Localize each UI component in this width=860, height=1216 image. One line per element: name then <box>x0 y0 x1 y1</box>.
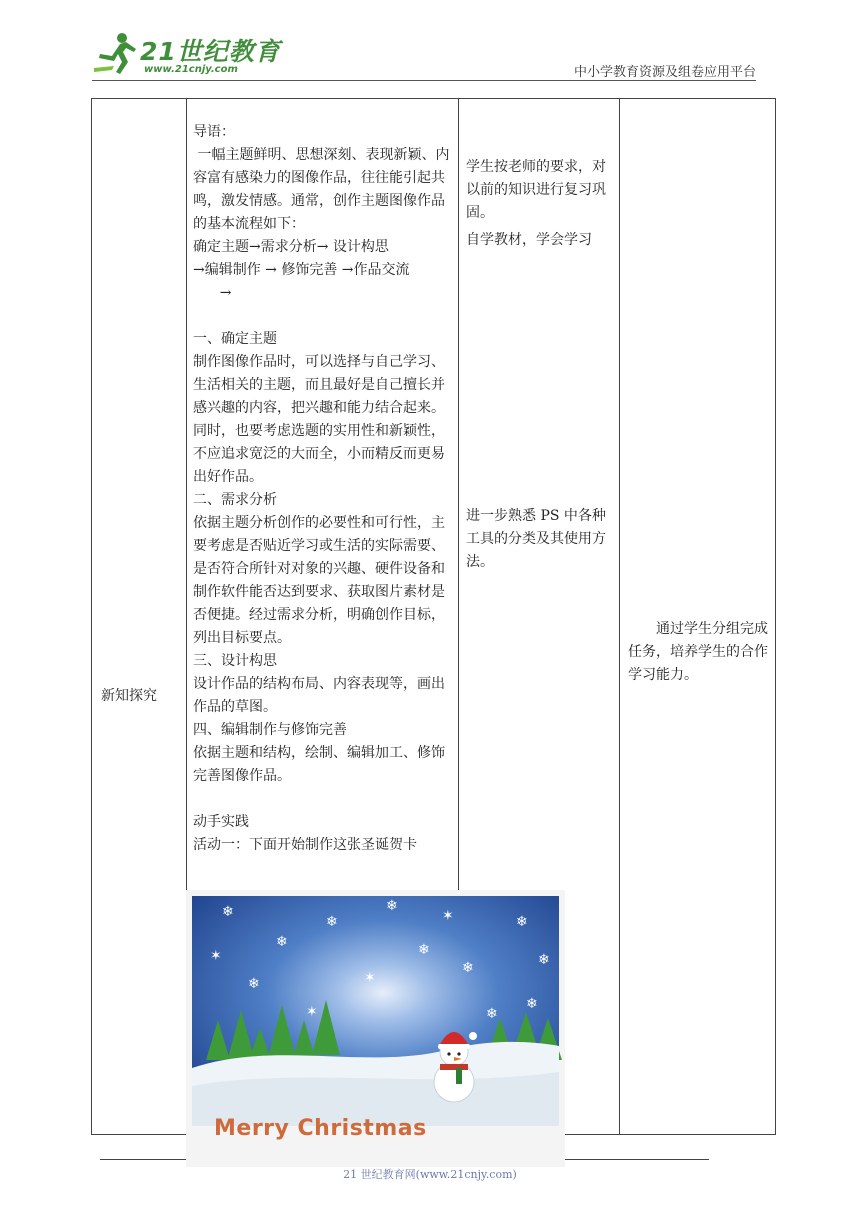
svg-text:❄: ❄ <box>222 904 234 920</box>
header-divider <box>92 80 756 81</box>
svg-text:✶: ✶ <box>210 948 222 964</box>
section-body: 制作图像作品时，可以选择与自己学习、生活相关的主题，而且最好是自己擅长并感兴趣的内容，把兴趣和能力结合起来。同时，也要考虑选题的实用性和新颖性，不应追求宽泛的大而全，小而精反而更易出好作品。 <box>193 354 445 485</box>
intro-body: 一幅主题鲜明、思想深刻、表现新颖、内容富有感染力的图像作品，往往能引起共鸣，激发情感。通常，创作主题图像作品的基本流程如下： <box>193 147 450 232</box>
svg-text:❄: ❄ <box>462 960 474 976</box>
footer-divider <box>565 1159 709 1160</box>
section-body: 设计作品的结构布局、内容表现等，画出作品的草图。 <box>193 676 445 715</box>
section-body: 依据主题和结构，绘制、编辑加工、修饰完善图像作品。 <box>193 745 445 784</box>
student-activity-selfstudy: 自学教材，学会学习 <box>466 232 592 248</box>
intro-title: 导语： <box>193 124 235 140</box>
svg-text:❄: ❄ <box>248 976 260 992</box>
flow-line-2: →编辑制作 → 修饰完善 →作品交流 <box>193 262 410 278</box>
svg-text:❄: ❄ <box>538 952 550 968</box>
student-activity-review: 学生按老师的要求，对以前的知识进行复习巩固。 <box>466 159 606 221</box>
svg-text:❄: ❄ <box>326 914 338 930</box>
platform-name: 中小学教育资源及组卷应用平台 <box>573 65 756 80</box>
column-divider <box>619 99 620 1134</box>
svg-text:✶: ✶ <box>306 1004 318 1020</box>
svg-text:❄: ❄ <box>386 898 398 914</box>
section-title: 四、编辑制作与修饰完善 <box>193 722 347 738</box>
flow-line-1: 确定主题→需求分析→ 设计构思 <box>193 239 389 255</box>
row-label: 新知探究 <box>101 688 157 704</box>
section-title: 一、确定主题 <box>193 331 277 347</box>
logo-url: www.21cnjy.com <box>144 64 238 75</box>
section-title: 三、设计构思 <box>193 653 277 669</box>
footer-divider <box>100 1159 186 1160</box>
svg-text:❄: ❄ <box>516 914 528 930</box>
design-intent-cell: 通过学生分组完成任务，培养学生的合作学习能力。 <box>628 621 768 683</box>
teacher-activity-cell <box>193 121 455 857</box>
page-header <box>0 0 860 90</box>
svg-text:❄: ❄ <box>418 942 430 958</box>
christmas-card-image <box>186 890 565 1167</box>
flow-line-3: → <box>193 285 232 301</box>
card-greeting: Merry Christmas <box>214 1116 427 1141</box>
svg-text:❄: ❄ <box>486 1006 498 1022</box>
footer-source[interactable]: 21 世纪教育网(www.21cnjy.com) <box>343 1168 517 1181</box>
svg-text:✶: ✶ <box>364 970 376 986</box>
section-title: 二、需求分析 <box>193 492 277 508</box>
svg-text:❄: ❄ <box>276 934 288 950</box>
student-activity-ps-tools: 进一步熟悉 PS 中各种工具的分类及其使用方法。 <box>466 508 606 570</box>
practice-title: 动手实践 <box>193 814 249 830</box>
logo-text: 21世纪教育 <box>140 37 281 66</box>
section-body: 依据主题分析创作的必要性和可行性，主要考虑是否贴近学习或生活的实际需要、是否符合所针对对象的兴趣、硬件设备和制作软件能否达到要求、获取图片素材是否便捷。经过需求分析，明确创作目标，列出目标要点。 <box>193 515 445 646</box>
site-logo[interactable] <box>92 30 281 80</box>
runner-logo-icon <box>92 30 138 76</box>
svg-text:✶: ✶ <box>442 908 454 924</box>
svg-text:❄: ❄ <box>526 996 538 1012</box>
activity-one: 活动一：下面开始制作这张圣诞贺卡 <box>193 837 417 853</box>
